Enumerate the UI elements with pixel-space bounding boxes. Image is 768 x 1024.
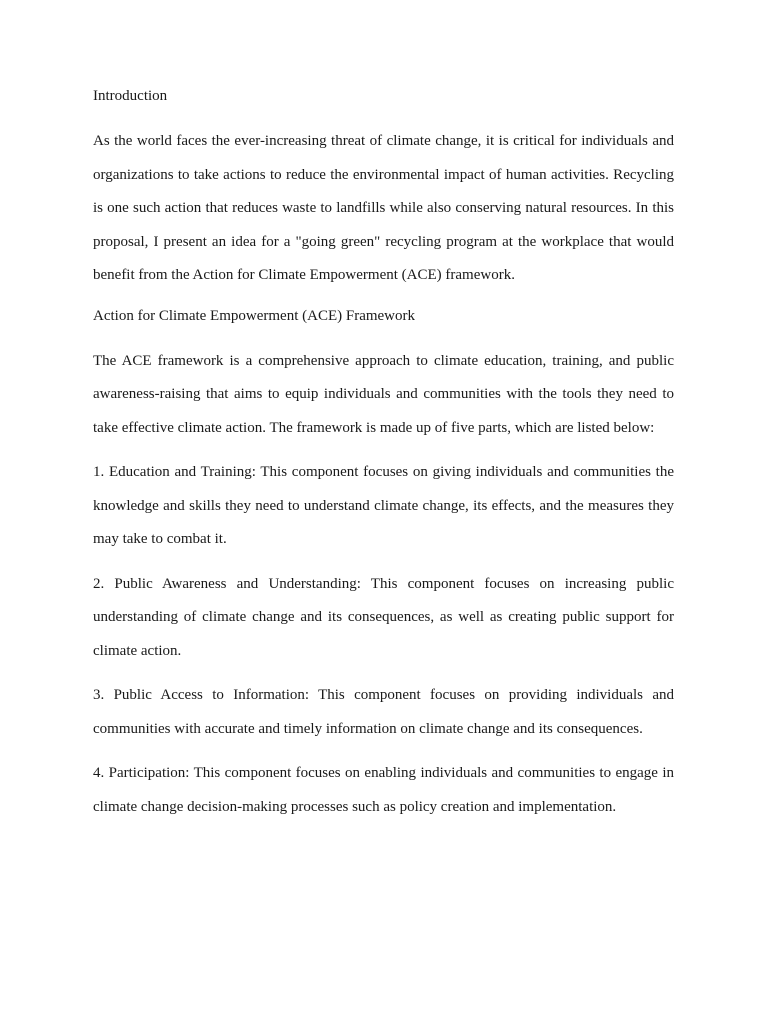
component-public-awareness: 2. Public Awareness and Understanding: This component focuses on increasing public understanding of climate change and its consequences, as well as creating public support for climate action. (93, 575, 674, 659)
introduction-paragraph: As the world faces the ever-increasing threat of climate change, it is critical for individuals and organizations to take actions to reduce the environmental impact of human activities. Recycling is one such action that reduces waste to landfills while also conserving natural resources. In this proposal, I present an idea for a "going green" recycling program at the workplace that would benefit from the Action for Climate Empowerment (ACE) framework. (93, 133, 674, 283)
introduction-heading: Introduction (93, 88, 168, 104)
ace-framework-heading: Action for Climate Empowerment (ACE) Framework (93, 307, 416, 324)
component-participation: 4. Participation: This component focuses on enabling individuals and communities to engage in climate change decision-making processes such as policy creation and implementation. (93, 765, 674, 815)
component-public-access-information: 3. Public Access to Information: This component focuses on providing individuals and communities with accurate and timely information on climate change and its consequences. (93, 687, 674, 737)
component-education-training: 1. Education and Training: This component focuses on giving individuals and communities the knowledge and skills they need to understand climate change, its effects, and the measures they may take to combat it. (93, 464, 674, 547)
ace-framework-paragraph: The ACE framework is a comprehensive approach to climate education, training, and public awareness-raising that aims to equip individuals and communities with the tools they need to take effective climate action. The framework is made up of five parts, which are listed below: (93, 352, 674, 436)
document-page (93, 84, 674, 835)
